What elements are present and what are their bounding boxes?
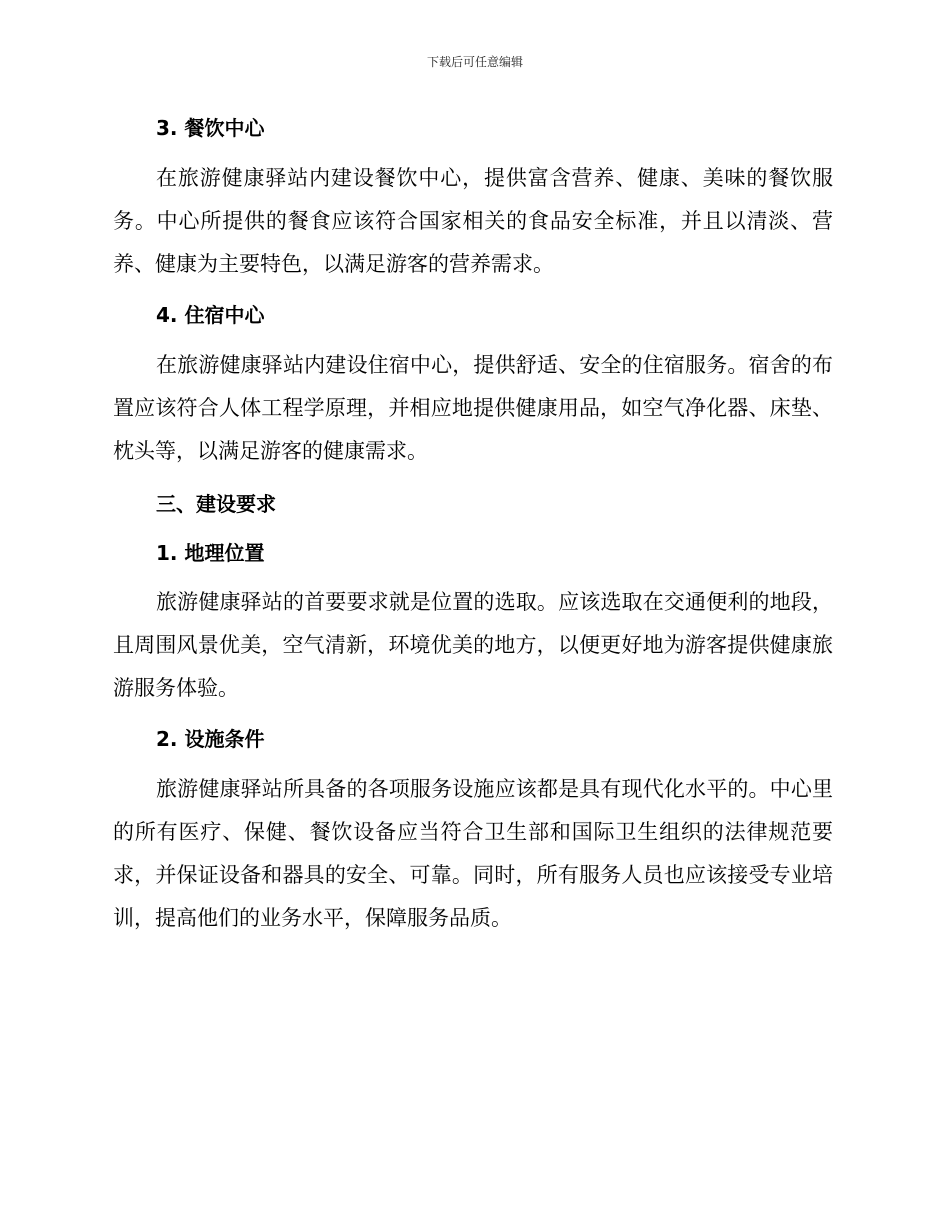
chapter-heading-requirements: 三、建设要求 bbox=[156, 492, 276, 516]
document-body bbox=[113, 108, 833, 940]
section-paragraph-location: 旅游健康驿站的首要要求就是位置的选取。应该选取在交通便利的地段，且周围风景优美，空气清新，环境优美的地方，以便更好地为游客提供健康旅游服务体验。 bbox=[113, 590, 833, 700]
section-paragraph-accommodation: 在旅游健康驿站内建设住宿中心，提供舒适、安全的住宿服务。宿舍的布置应该符合人体工程学原理，并相应地提供健康用品，如空气净化器、床垫、枕头等，以满足游客的健康需求。 bbox=[113, 353, 833, 463]
page-header: 下载后可任意编辑 bbox=[426, 55, 523, 69]
section-heading-accommodation: 4. 住宿中心 bbox=[156, 303, 265, 327]
section-heading-catering: 3. 餐饮中心 bbox=[156, 116, 265, 140]
section-paragraph-facilities: 旅游健康驿站所具备的各项服务设施应该都是具有现代化水平的。中心里的所有医疗、保健、餐饮设备应当符合卫生部和国际卫生组织的法律规范要求，并保证设备和器具的安全、可靠。同时，所有服务人员也应该接受专业培训，提高他们的业务水平，保障服务品质。 bbox=[113, 777, 833, 930]
section-heading-location: 1. 地理位置 bbox=[156, 541, 265, 565]
section-paragraph-catering: 在旅游健康驿站内建设餐饮中心，提供富含营养、健康、美味的餐饮服务。中心所提供的餐食应该符合国家相关的食品安全标准，并且以清淡、营养、健康为主要特色，以满足游客的营养需求。 bbox=[113, 166, 833, 276]
section-heading-facilities: 2. 设施条件 bbox=[156, 727, 265, 751]
